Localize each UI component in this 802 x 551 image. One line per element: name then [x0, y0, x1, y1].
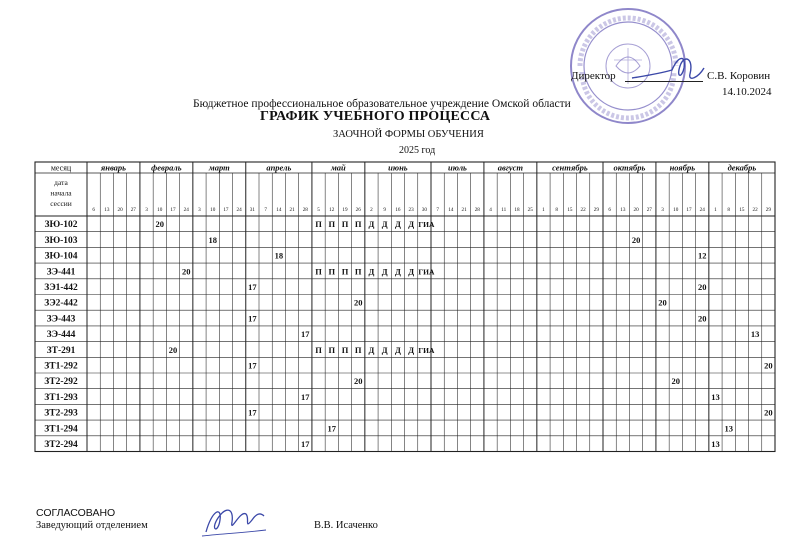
session-mark: 17 [248, 360, 257, 371]
month-header-label: месяц [50, 163, 72, 173]
session-mark: Д [408, 266, 415, 277]
agreed-label: СОГЛАСОВАНО [36, 507, 116, 519]
week-start-day: 8 [555, 207, 558, 213]
session-mark: 20 [658, 297, 667, 308]
week-start-day: 1 [542, 207, 545, 213]
session-mark: Д [394, 219, 401, 230]
week-start-day: 14 [448, 207, 454, 213]
week-start-day: 9 [383, 207, 386, 213]
week-start-day: 20 [117, 207, 123, 213]
director-name: С.В. Коровин [707, 70, 771, 82]
group-code: ЗТ2-293 [44, 408, 78, 419]
group-code: ЗТ2-292 [44, 377, 78, 388]
week-start-day: 28 [474, 207, 480, 213]
group-code: ЗЭ-441 [46, 267, 76, 278]
session-mark: 20 [671, 376, 681, 387]
month-label: апрель [266, 162, 292, 173]
month-label: март [208, 162, 230, 173]
week-start-day: 17 [686, 207, 692, 213]
group-code: ЗЭ1-442 [44, 282, 78, 293]
week-start-day: 12 [329, 207, 335, 213]
week-start-day: 2 [370, 207, 373, 213]
session-mark: Д [381, 266, 388, 277]
week-start-day: 18 [514, 207, 520, 213]
week-start-day: 11 [501, 207, 507, 213]
date-header-label: сессии [50, 199, 72, 208]
session-mark: 20 [631, 234, 641, 245]
month-label: июнь [388, 162, 408, 173]
session-mark: 17 [301, 391, 310, 402]
session-mark: 17 [327, 423, 337, 434]
session-mark: 18 [208, 234, 217, 245]
week-start-day: 14 [276, 207, 282, 213]
director-label: Директор [571, 70, 616, 82]
week-start-day: 5 [317, 207, 320, 213]
group-code: ЗТ1-293 [44, 392, 78, 403]
head-of-department-label: Заведующий отделением [36, 520, 148, 531]
week-start-day: 10 [157, 207, 163, 213]
week-start-day: 19 [342, 207, 348, 213]
month-label: сентябрь [552, 162, 588, 173]
session-mark: П [328, 266, 336, 277]
session-mark: 12 [697, 250, 707, 261]
week-start-day: 15 [739, 207, 745, 213]
session-mark: П [341, 266, 349, 277]
week-start-day: 10 [673, 207, 679, 213]
week-start-day: 1 [714, 207, 717, 213]
session-mark: 17 [248, 281, 257, 292]
week-start-day: 29 [593, 207, 599, 213]
session-mark: П [341, 219, 349, 230]
session-mark: 17 [248, 313, 257, 324]
week-start-day: 21 [289, 207, 295, 213]
document-title: ГРАФИК УЧЕБНОГО ПРОЦЕССА [260, 109, 491, 124]
week-start-day: 27 [130, 207, 136, 213]
session-mark: Д [381, 219, 388, 230]
week-start-day: 17 [170, 207, 176, 213]
group-code: ЗТ-291 [46, 345, 76, 356]
month-label: февраль [151, 162, 182, 173]
group-code: ЗТ2-294 [44, 439, 78, 450]
month-label: январь [100, 162, 127, 173]
session-mark: 17 [248, 407, 257, 418]
session-mark: 20 [764, 407, 773, 418]
week-start-day: 20 [633, 207, 639, 213]
week-start-day: 22 [752, 207, 758, 213]
session-mark: Д [368, 344, 375, 355]
group-code: ЗЭ-443 [46, 314, 76, 325]
month-label: август [497, 162, 524, 173]
session-mark: 20 [353, 297, 363, 308]
session-mark: 20 [181, 266, 191, 277]
institution-name: Бюджетное профессиональное образовательное учреждение Омской области [193, 98, 571, 110]
week-start-day: 13 [104, 207, 110, 213]
week-start-day: 26 [355, 207, 361, 213]
session-mark: П [328, 344, 336, 355]
week-start-day: 7 [264, 207, 267, 213]
week-start-day: 30 [421, 207, 427, 213]
week-start-day: 6 [92, 207, 95, 213]
week-start-day: 28 [302, 207, 308, 213]
session-mark: Д [408, 344, 415, 355]
group-code: ЗТ1-294 [44, 424, 78, 435]
head-signature [200, 500, 270, 540]
head-of-department-name: В.В. Исаченко [314, 520, 378, 531]
week-start-day: 8 [727, 207, 730, 213]
session-mark: 17 [301, 438, 310, 449]
week-start-day: 6 [608, 207, 611, 213]
session-mark: Д [368, 219, 375, 230]
week-start-day: 31 [249, 207, 255, 213]
approval-date: 14.10.2024 [722, 86, 772, 98]
group-code: ЗТ1-292 [44, 361, 78, 372]
session-mark: Д [394, 266, 401, 277]
week-start-day: 25 [527, 207, 533, 213]
week-start-day: 15 [567, 207, 573, 213]
session-mark: 13 [711, 438, 720, 449]
group-code: ЗЮ-103 [44, 235, 78, 246]
session-mark: П [354, 266, 362, 277]
session-mark: Д [394, 344, 401, 355]
week-start-day: 29 [765, 207, 771, 213]
session-mark: Д [408, 219, 415, 230]
session-mark: П [315, 266, 322, 277]
session-mark: П [328, 219, 336, 230]
week-start-day: 3 [661, 207, 664, 213]
session-mark: 20 [764, 360, 773, 371]
session-mark: Д [368, 266, 375, 277]
group-code: ЗЮ-104 [44, 251, 78, 262]
week-start-day: 27 [646, 207, 652, 213]
group-code: ЗЮ-102 [44, 220, 78, 231]
week-start-day: 10 [210, 207, 216, 213]
session-mark: 13 [750, 329, 760, 340]
session-mark: 20 [697, 313, 707, 324]
session-mark: П [315, 219, 322, 230]
session-mark: 20 [168, 344, 178, 355]
session-mark: ГИА [418, 267, 435, 277]
week-start-day: 7 [436, 207, 439, 213]
week-start-day: 22 [580, 207, 586, 213]
week-start-day: 4 [489, 207, 492, 213]
week-start-day: 3 [145, 207, 148, 213]
month-label: ноябрь [669, 162, 696, 173]
week-start-day: 13 [620, 207, 626, 213]
month-label: декабрь [727, 162, 757, 173]
week-start-day: 24 [183, 207, 189, 213]
session-mark: Д [381, 344, 388, 355]
session-mark: 17 [301, 329, 310, 340]
week-start-day: 21 [461, 207, 467, 213]
week-start-day: 23 [408, 207, 414, 213]
document-subtitle: ЗАОЧНОЙ ФОРМЫ ОБУЧЕНИЯ [333, 129, 484, 140]
session-mark: 18 [274, 250, 284, 261]
week-start-day: 24 [236, 207, 242, 213]
date-header-label: дата [54, 178, 68, 187]
date-header-label: начала [50, 188, 72, 198]
session-mark: 20 [155, 219, 165, 230]
week-start-day: 24 [699, 207, 705, 213]
session-mark: 13 [711, 391, 720, 402]
month-label: июль [447, 162, 467, 173]
session-mark: П [354, 344, 362, 355]
month-label: октябрь [613, 162, 646, 173]
group-code: ЗЭ-444 [46, 330, 76, 341]
month-label: май [330, 162, 346, 173]
week-start-day: 3 [198, 207, 201, 213]
session-mark: 20 [697, 281, 707, 292]
session-mark: П [341, 344, 349, 355]
session-mark: ГИА [418, 345, 435, 355]
session-mark: П [354, 219, 362, 230]
week-start-day: 16 [395, 207, 401, 213]
document-year: 2025 год [399, 145, 436, 156]
session-mark: ГИА [418, 220, 435, 230]
session-mark: П [315, 344, 322, 355]
week-start-day: 17 [223, 207, 229, 213]
session-mark: 20 [353, 376, 363, 387]
group-code: ЗЭ2-442 [44, 298, 78, 309]
session-mark: 13 [724, 423, 733, 434]
